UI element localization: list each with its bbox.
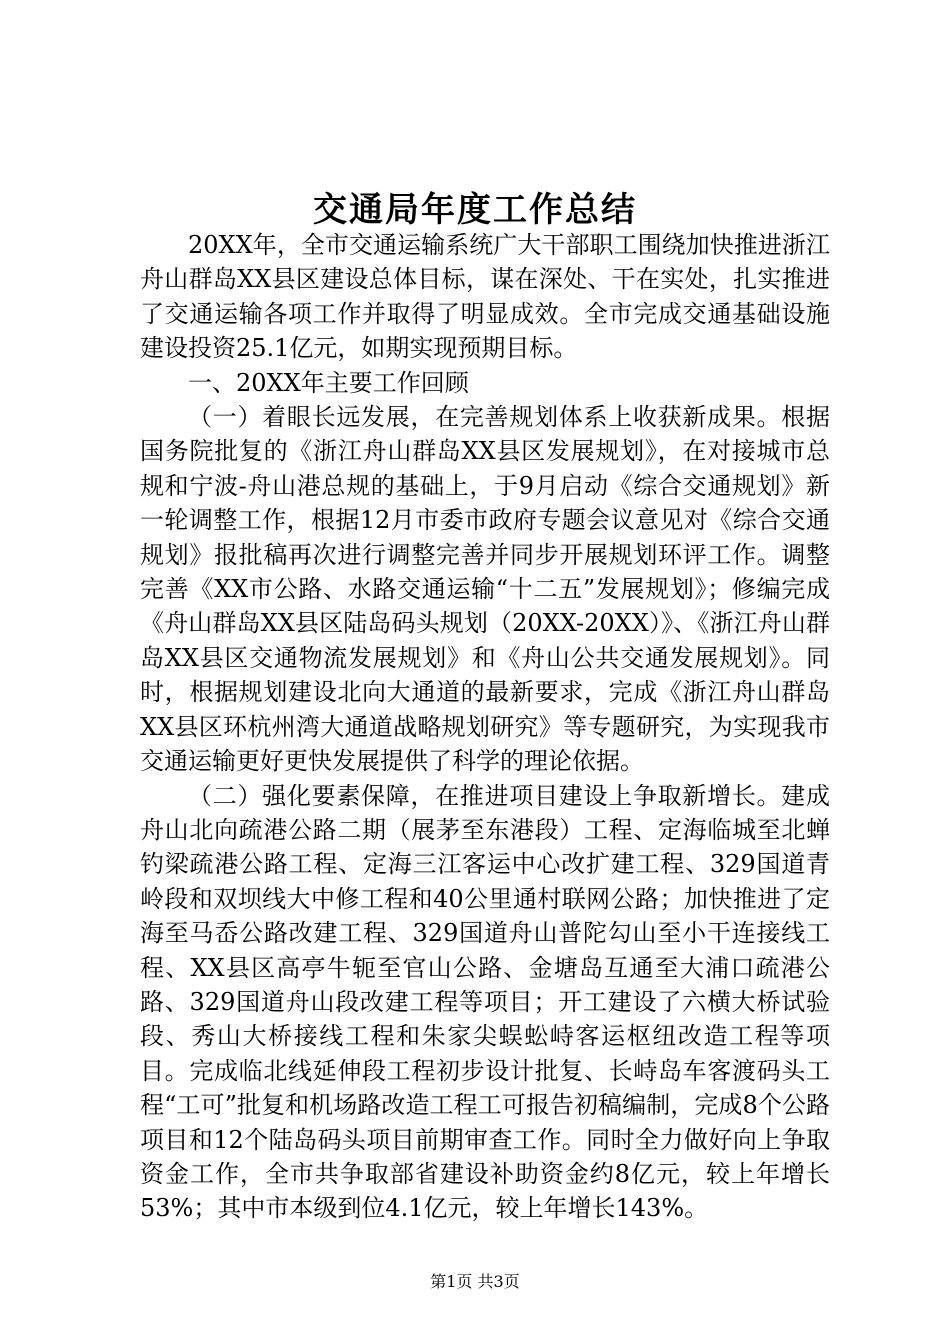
paragraph-intro: 20XX年，全市交通运输系统广大干部职工围绕加快推进浙江舟山群岛XX县区建设总体目标，谋在深处、干在实处，扎实推进了交通运输各项工作并取得了明显成效。全市完成交通基础设施建设投资25.1亿元，如期实现预期目标。 <box>140 231 830 363</box>
section-heading: 一、20XX年主要工作回顾 <box>188 368 469 397</box>
document-title: 交通局年度工作总结 <box>313 190 637 230</box>
paragraph-planning: （一）着眼长远发展，在完善规划体系上收获新成果。根据国务院批复的《浙江舟山群岛XX县区发展规划》，在对接城市总规和宁波-舟山港总规的基础上，于9月启动《综合交通规划》新一轮调整工作，根据12月市委市政府专题会议意见对《综合交通规划》报批稿再次进行调整完善并同步开展规划环评工作。调整完善《XX市公路、水路交通运输“十二五”发展规划》；修编完成《舟山群岛XX县区陆岛码头规划（20XX-20XX）》、《浙江舟山群岛XX县区交通物流发展规划》和《舟山公共交通发展规划》。同时，根据规划建设北向大通道的最新要求，完成《浙江舟山群岛XX县区环杭州湾大通道战略规划研究》等专题研究，为实现我市交通运输更好更快发展提供了科学的理论依据。 <box>140 403 830 776</box>
document-body <box>140 228 830 1226</box>
paragraph-projects: （二）强化要素保障，在推进项目建设上争取新增长。建成舟山北向疏港公路二期（展茅至东港段）工程、定海临城至北蝉钓梁疏港公路工程、定海三江客运中心改扩建工程、329国道青岭段和双坝线大中修工程和40公里通村联网公路；加快推进了定海至马岙公路改建工程、329国道舟山普陀勾山至小干连接线工程、XX县区高亭牛轭至官山公路、金塘岛互通至大浦口疏港公路、329国道舟山段改建工程等项目；开工建设了六横大桥试验段、秀山大桥接线工程和朱家尖蜈蚣峙客运枢纽改造工程等项目。完成临北线延伸段工程初步设计批复、长峙岛车客渡码头工程“工可”批复和机场路改造工程工可报告初稿编制，完成8个公路项目和12个陆岛码头项目前期审查工作。同时全力做好向上争取资金工作，全市共争取部省建设补助资金约8亿元，较上年增长53%；其中市本级到位4.1亿元，较上年增长143%。 <box>140 781 830 1223</box>
page-indicator: 第1页 共3页 <box>430 1272 520 1291</box>
